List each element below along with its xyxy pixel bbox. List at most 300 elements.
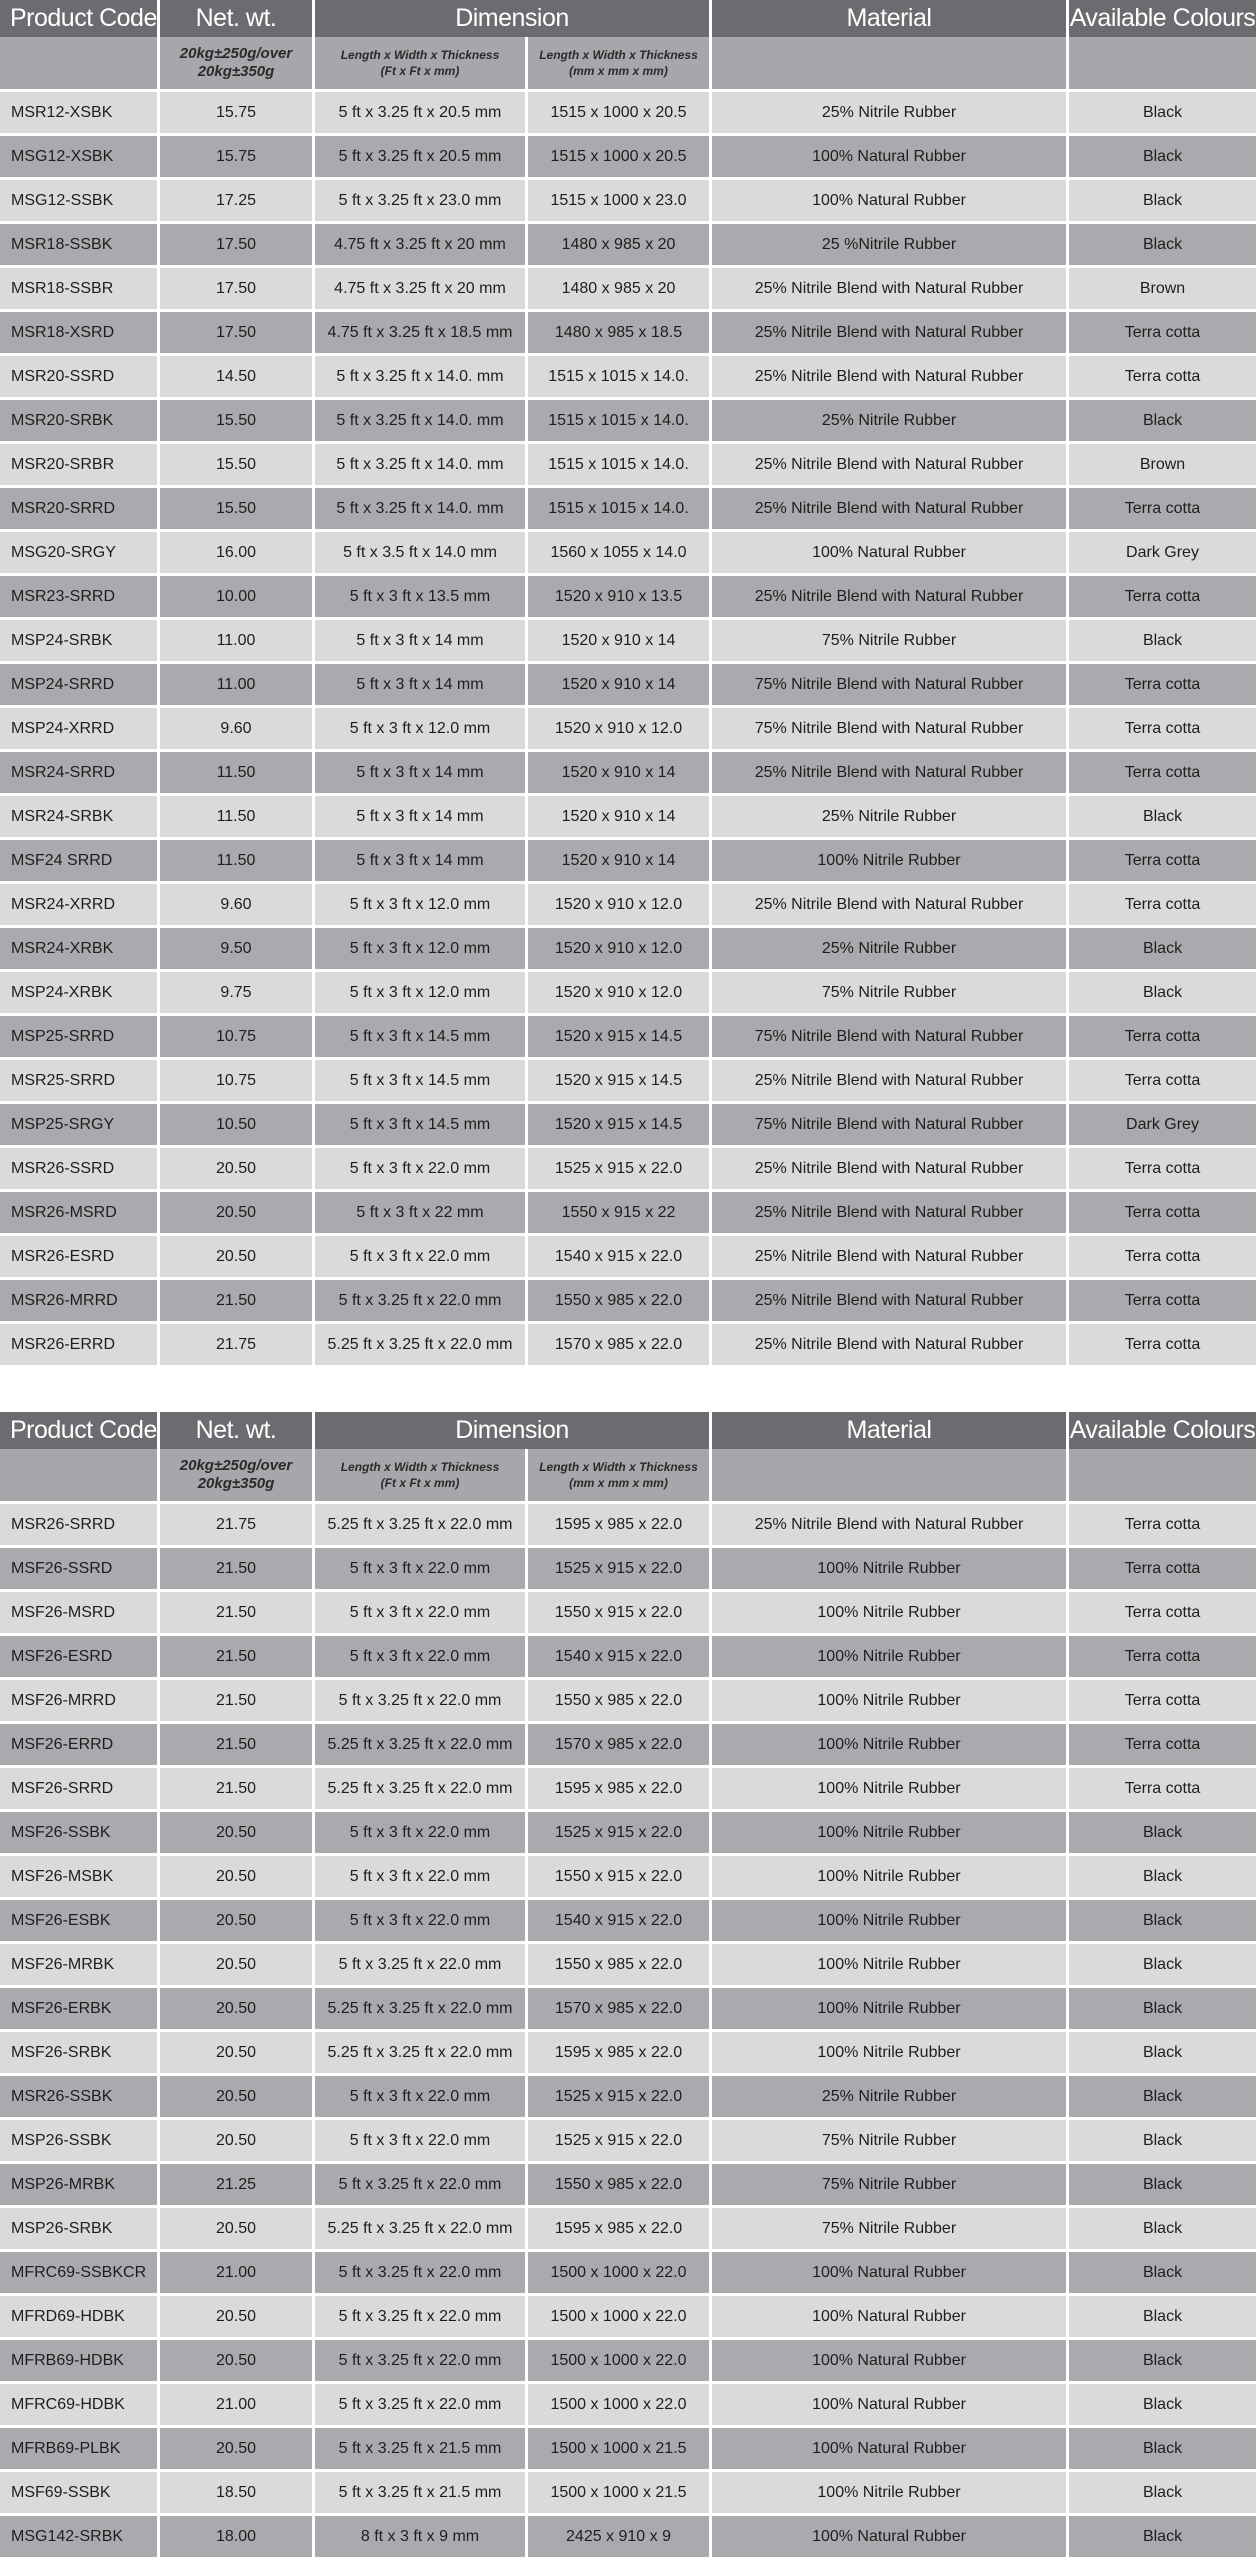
dimension-ft-cell: 5 ft x 3.25 ft x 22.0 mm	[315, 1944, 528, 1985]
material-cell: 100% Nitrile Rubber	[712, 840, 1069, 881]
table-row	[0, 2252, 1256, 2296]
dimension-ft-cell: 4.75 ft x 3.25 ft x 20 mm	[315, 224, 528, 265]
product-code-cell: MSP26-SRBK	[0, 2208, 160, 2249]
dimension-ft-cell: 5.25 ft x 3.25 ft x 22.0 mm	[315, 1504, 528, 1545]
dimension-mm-cell: 1550 x 915 x 22	[528, 1192, 712, 1233]
dimension-ft-cell: 5 ft x 3.25 ft x 20.5 mm	[315, 92, 528, 133]
dimension-ft-cell: 5 ft x 3 ft x 14 mm	[315, 796, 528, 837]
net-wt-cell: 21.50	[160, 1636, 315, 1677]
product-code-cell: MFRB69-HDBK	[0, 2340, 160, 2381]
material-cell: 100% Nitrile Rubber	[712, 2472, 1069, 2513]
dimension-mm-line2: (mm x mm x mm)	[569, 1476, 668, 1490]
material-cell: 25% Nitrile Blend with Natural Rubber	[712, 488, 1069, 529]
dimension-ft-line1: Length x Width x Thickness	[340, 1460, 500, 1474]
dimension-mm-cell: 1520 x 910 x 12.0	[528, 972, 712, 1013]
dimension-ft-cell: 5 ft x 3.25 ft x 14.0. mm	[315, 444, 528, 485]
dimension-ft-cell: 5 ft x 3 ft x 14.5 mm	[315, 1104, 528, 1145]
dimension-ft-cell: 5 ft x 3 ft x 13.5 mm	[315, 576, 528, 617]
dimension-mm-cell: 1550 x 985 x 22.0	[528, 1944, 712, 1985]
product-code-cell: MSF26-ERBK	[0, 1988, 160, 2029]
table-row	[0, 180, 1256, 224]
material-cell: 25% Nitrile Blend with Natural Rubber	[712, 1504, 1069, 1545]
net-wt-cell: 20.50	[160, 1812, 315, 1853]
dimension-mm-cell: 1595 x 985 x 22.0	[528, 2032, 712, 2073]
colour-cell: Black	[1142, 235, 1183, 253]
dimension-mm-cell: 1515 x 1000 x 20.5	[528, 92, 712, 133]
material-cell: 25% Nitrile Blend with Natural Rubber	[712, 1060, 1069, 1101]
dimension-mm-cell: 1540 x 915 x 22.0	[528, 1900, 712, 1941]
colour-cell: Terra cotta	[1124, 675, 1201, 693]
dimension-ft-cell: 5 ft x 3 ft x 12.0 mm	[315, 972, 528, 1013]
net-wt-cell: 20.50	[160, 1944, 315, 1985]
product-code-cell: MSP26-MRBK	[0, 2164, 160, 2205]
product-code-cell: MSP24-XRRD	[0, 708, 160, 749]
product-code-cell: MSR26-ESRD	[0, 1236, 160, 1277]
dimension-mm-cell: 1515 x 1000 x 20.5	[528, 136, 712, 177]
table-row	[0, 1900, 1256, 1944]
dimension-mm-cell: 1520 x 910 x 12.0	[528, 708, 712, 749]
colour-cell: Black	[1142, 2527, 1183, 2545]
dimension-ft-cell: 5 ft x 3.5 ft x 14.0 mm	[315, 532, 528, 573]
colour-cell: Black	[1142, 631, 1183, 649]
net-wt-cell: 21.75	[160, 1324, 315, 1365]
dimension-ft-cell: 5 ft x 3 ft x 22.0 mm	[315, 1592, 528, 1633]
material-cell: 100% Natural Rubber	[712, 2340, 1069, 2381]
net-wt-cell: 20.50	[160, 2208, 315, 2249]
dimension-mm-cell: 1520 x 910 x 14	[528, 752, 712, 793]
material-cell: 25% Nitrile Blend with Natural Rubber	[712, 1280, 1069, 1321]
dimension-ft-cell: 5 ft x 3.25 ft x 14.0. mm	[315, 488, 528, 529]
dimension-ft-cell: 5 ft x 3 ft x 22 mm	[315, 1192, 528, 1233]
net-wt-cell: 17.50	[160, 224, 315, 265]
net-wt-cell: 15.75	[160, 136, 315, 177]
material-cell: 75% Nitrile Blend with Natural Rubber	[712, 1016, 1069, 1057]
product-code-cell: MSR20-SSRD	[0, 356, 160, 397]
dimension-ft-cell: 5.25 ft x 3.25 ft x 22.0 mm	[315, 1988, 528, 2029]
product-code-cell: MSF26-SRBK	[0, 2032, 160, 2073]
material-cell: 100% Nitrile Rubber	[712, 1724, 1069, 1765]
table-row	[0, 1148, 1256, 1192]
table-row	[0, 1548, 1256, 1592]
net-wt-cell: 20.50	[160, 1148, 315, 1189]
colour-cell: Dark Grey	[1126, 543, 1199, 561]
material-cell: 100% Natural Rubber	[712, 180, 1069, 221]
net-wt-cell: 21.50	[160, 1548, 315, 1589]
product-code-cell: MSF26-MSBK	[0, 1856, 160, 1897]
dimension-mm-cell: 1520 x 910 x 12.0	[528, 884, 712, 925]
table-row	[0, 1280, 1256, 1324]
material-cell: 75% Nitrile Blend with Natural Rubber	[712, 664, 1069, 705]
colour-cell: Black	[1142, 939, 1183, 957]
dimension-ft-cell: 5 ft x 3.25 ft x 22.0 mm	[315, 2252, 528, 2293]
colour-cell: Terra cotta	[1124, 851, 1201, 869]
colour-cell: Terra cotta	[1124, 1559, 1201, 1577]
net-wt-cell: 10.75	[160, 1016, 315, 1057]
table-row	[0, 2472, 1256, 2516]
dimension-mm-cell: 1520 x 910 x 13.5	[528, 576, 712, 617]
material-cell: 100% Nitrile Rubber	[712, 1900, 1069, 1941]
net-wt-cell: 17.25	[160, 180, 315, 221]
colour-cell: Black	[1142, 2131, 1183, 2149]
dimension-ft-cell: 5 ft x 3 ft x 22.0 mm	[315, 1148, 528, 1189]
dimension-ft-cell: 5 ft x 3 ft x 22.0 mm	[315, 1548, 528, 1589]
colour-cell: Terra cotta	[1124, 1603, 1201, 1621]
dimension-ft-cell: 5 ft x 3 ft x 22.0 mm	[315, 1236, 528, 1277]
colour-cell: Terra cotta	[1124, 1335, 1201, 1353]
product-code-cell: MSR12-XSBK	[0, 92, 160, 133]
product-code-cell: MSR26-ERRD	[0, 1324, 160, 1365]
table-row	[0, 1192, 1256, 1236]
dimension-mm-cell: 1525 x 915 x 22.0	[528, 1548, 712, 1589]
dimension-ft-cell: 5 ft x 3 ft x 22.0 mm	[315, 2120, 528, 2161]
material-cell: 100% Natural Rubber	[712, 2296, 1069, 2337]
product-code-cell: MSP25-SRRD	[0, 1016, 160, 1057]
net-wt-cell: 9.60	[160, 884, 315, 925]
product-code-cell: MSF26-ERRD	[0, 1724, 160, 1765]
dimension-ft-cell: 4.75 ft x 3.25 ft x 20 mm	[315, 268, 528, 309]
product-code-cell: MSR24-XRRD	[0, 884, 160, 925]
colour-cell: Terra cotta	[1124, 1779, 1201, 1797]
material-cell: 75% Nitrile Blend with Natural Rubber	[712, 1104, 1069, 1145]
material-subheader	[712, 37, 1069, 89]
dimension-mm-cell: 1520 x 910 x 14	[528, 796, 712, 837]
dimension-mm-cell: 1525 x 915 x 22.0	[528, 2120, 712, 2161]
product-code-cell: MSR20-SRBK	[0, 400, 160, 441]
colour-cell: Black	[1142, 983, 1183, 1001]
dimension-ft-cell: 5 ft x 3 ft x 12.0 mm	[315, 708, 528, 749]
product-code-cell: MSR25-SRRD	[0, 1060, 160, 1101]
colour-cell: Dark Grey	[1126, 1115, 1199, 1133]
table-row	[0, 2164, 1256, 2208]
colour-cell: Black	[1142, 411, 1183, 429]
dimension-mm-line1: Length x Width x Thickness	[539, 48, 698, 62]
product-code-cell: MSF26-MRRD	[0, 1680, 160, 1721]
colour-cell: Terra cotta	[1124, 895, 1201, 913]
table-row	[0, 752, 1256, 796]
table-row	[0, 884, 1256, 928]
table-row	[0, 488, 1256, 532]
material-cell: 100% Natural Rubber	[712, 2428, 1069, 2469]
material-cell: 25% Nitrile Rubber	[712, 2076, 1069, 2117]
colour-cell: Black	[1142, 2087, 1183, 2105]
dimension-mm-cell: 2425 x 910 x 9	[528, 2516, 712, 2557]
colour-cell: Black	[1142, 1823, 1183, 1841]
table-row	[0, 2032, 1256, 2076]
net-wt-cell: 15.50	[160, 444, 315, 485]
dimension-mm-cell: 1480 x 985 x 20	[528, 224, 712, 265]
product-code-cell: MSR18-SSBK	[0, 224, 160, 265]
net-wt-cell: 9.75	[160, 972, 315, 1013]
net-wt-cell: 20.50	[160, 2428, 315, 2469]
net-wt-tolerance-line2: 20kg±350g	[197, 1475, 275, 1492]
dimension-mm-cell: 1500 x 1000 x 22.0	[528, 2340, 712, 2381]
dimension-mm-cell: 1570 x 985 x 22.0	[528, 1724, 712, 1765]
material-cell: 25% Nitrile Blend with Natural Rubber	[712, 884, 1069, 925]
dimension-mm-cell: 1520 x 915 x 14.5	[528, 1060, 712, 1101]
colours-subheader	[1069, 37, 1256, 89]
dimension-mm-cell: 1525 x 915 x 22.0	[528, 1148, 712, 1189]
table-row	[0, 1592, 1256, 1636]
dimension-ft-line2: (Ft x Ft x mm)	[380, 64, 460, 78]
dimension-ft-cell: 5 ft x 3 ft x 14 mm	[315, 664, 528, 705]
colour-cell: Black	[1142, 1911, 1183, 1929]
product-code-header: Product Code	[0, 1412, 160, 1449]
colour-cell: Black	[1142, 2263, 1183, 2281]
net-wt-cell: 10.75	[160, 1060, 315, 1101]
dimension-mm-cell: 1500 x 1000 x 21.5	[528, 2472, 712, 2513]
product-code-cell: MSP25-SRGY	[0, 1104, 160, 1145]
net-wt-cell: 20.50	[160, 2032, 315, 2073]
product-code-cell: MSR26-SSRD	[0, 1148, 160, 1189]
table-row	[0, 1504, 1256, 1548]
material-cell: 100% Nitrile Rubber	[712, 1988, 1069, 2029]
dimension-mm-cell: 1550 x 915 x 22.0	[528, 1592, 712, 1633]
material-cell: 25% Nitrile Rubber	[712, 928, 1069, 969]
material-cell: 75% Nitrile Rubber	[712, 620, 1069, 661]
material-cell: 100% Nitrile Rubber	[712, 1548, 1069, 1589]
dimension-header: Dimension	[315, 0, 712, 37]
product-code-cell: MSF24 SRRD	[0, 840, 160, 881]
net-wt-cell: 21.75	[160, 1504, 315, 1545]
table-row	[0, 708, 1256, 752]
material-cell: 25% Nitrile Blend with Natural Rubber	[712, 1324, 1069, 1365]
material-cell: 25% Nitrile Rubber	[712, 92, 1069, 133]
dimension-ft-subheader	[315, 1449, 528, 1501]
product-code-cell: MFRB69-PLBK	[0, 2428, 160, 2469]
table-row	[0, 2340, 1256, 2384]
dimension-mm-cell: 1515 x 1000 x 23.0	[528, 180, 712, 221]
net-wt-cell: 10.00	[160, 576, 315, 617]
colours-subheader	[1069, 1449, 1256, 1501]
dimension-ft-cell: 5 ft x 3 ft x 12.0 mm	[315, 884, 528, 925]
dimension-ft-cell: 5 ft x 3.25 ft x 22.0 mm	[315, 2296, 528, 2337]
subheader-row	[0, 37, 1256, 92]
dimension-ft-cell: 5 ft x 3 ft x 22.0 mm	[315, 2076, 528, 2117]
material-cell: 100% Natural Rubber	[712, 532, 1069, 573]
table-row	[0, 1680, 1256, 1724]
colour-cell: Terra cotta	[1124, 1691, 1201, 1709]
dimension-header: Dimension	[315, 1412, 712, 1449]
dimension-ft-cell: 5 ft x 3 ft x 14 mm	[315, 752, 528, 793]
net-wt-cell: 21.00	[160, 2252, 315, 2293]
net-wt-cell: 11.50	[160, 796, 315, 837]
dimension-mm-cell: 1520 x 910 x 12.0	[528, 928, 712, 969]
table-row	[0, 1104, 1256, 1148]
net-wt-cell: 9.50	[160, 928, 315, 969]
net-wt-cell: 20.50	[160, 2076, 315, 2117]
table-row	[0, 576, 1256, 620]
product-code-cell: MSF26-ESRD	[0, 1636, 160, 1677]
dimension-mm-cell: 1520 x 910 x 14	[528, 664, 712, 705]
material-cell: 75% Nitrile Rubber	[712, 972, 1069, 1013]
net-wt-cell: 20.50	[160, 1856, 315, 1897]
colour-cell: Terra cotta	[1124, 1247, 1201, 1265]
table-row	[0, 840, 1256, 884]
material-cell: 100% Nitrile Rubber	[712, 2032, 1069, 2073]
dimension-ft-subheader	[315, 37, 528, 89]
net-wt-cell: 14.50	[160, 356, 315, 397]
material-cell: 25 %Nitrile Rubber	[712, 224, 1069, 265]
dimension-ft-line2: (Ft x Ft x mm)	[380, 1476, 460, 1490]
colour-cell: Black	[1142, 147, 1183, 165]
dimension-mm-cell: 1500 x 1000 x 22.0	[528, 2384, 712, 2425]
dimension-ft-line1: Length x Width x Thickness	[340, 48, 500, 62]
net-wt-header: Net. wt.	[160, 0, 315, 37]
net-wt-subheader	[160, 1449, 315, 1501]
product-code-cell: MSP24-XRBK	[0, 972, 160, 1013]
colour-cell: Terra cotta	[1124, 1735, 1201, 1753]
material-cell: 100% Natural Rubber	[712, 2252, 1069, 2293]
product-code-cell: MSR20-SRBR	[0, 444, 160, 485]
dimension-mm-cell: 1560 x 1055 x 14.0	[528, 532, 712, 573]
net-wt-cell: 17.50	[160, 312, 315, 353]
net-wt-cell: 20.50	[160, 1192, 315, 1233]
product-code-header: Product Code	[0, 0, 160, 37]
colour-cell: Terra cotta	[1124, 1071, 1201, 1089]
table-row	[0, 312, 1256, 356]
colour-cell: Terra cotta	[1124, 1291, 1201, 1309]
table-row	[0, 356, 1256, 400]
table-row	[0, 532, 1256, 576]
product-code-cell: MFRD69-HDBK	[0, 2296, 160, 2337]
net-wt-cell: 15.50	[160, 488, 315, 529]
material-cell: 100% Natural Rubber	[712, 2384, 1069, 2425]
dimension-ft-cell: 5 ft x 3 ft x 22.0 mm	[315, 1900, 528, 1941]
colour-cell: Black	[1142, 2351, 1183, 2369]
dimension-ft-cell: 5.25 ft x 3.25 ft x 22.0 mm	[315, 1768, 528, 1809]
product-code-cell: MSF26-SSBK	[0, 1812, 160, 1853]
dimension-mm-line1: Length x Width x Thickness	[539, 1460, 698, 1474]
product-code-cell: MSG12-XSBK	[0, 136, 160, 177]
table-row	[0, 1636, 1256, 1680]
product-code-cell: MSR18-SSBR	[0, 268, 160, 309]
table-row	[0, 92, 1256, 136]
colour-cell: Terra cotta	[1124, 587, 1201, 605]
subheader-row	[0, 1449, 1256, 1504]
material-cell: 75% Nitrile Rubber	[712, 2164, 1069, 2205]
dimension-mm-cell: 1500 x 1000 x 22.0	[528, 2252, 712, 2293]
net-wt-cell: 21.25	[160, 2164, 315, 2205]
material-cell: 75% Nitrile Rubber	[712, 2208, 1069, 2249]
material-cell: 25% Nitrile Blend with Natural Rubber	[712, 444, 1069, 485]
table-row	[0, 2076, 1256, 2120]
net-wt-cell: 16.00	[160, 532, 315, 573]
net-wt-cell: 21.50	[160, 1680, 315, 1721]
product-code-cell: MSR26-MRRD	[0, 1280, 160, 1321]
table-row	[0, 664, 1256, 708]
product-code-cell: MSF26-MSRD	[0, 1592, 160, 1633]
dimension-ft-cell: 4.75 ft x 3.25 ft x 18.5 mm	[315, 312, 528, 353]
colours-header: Available Colours	[1069, 1416, 1256, 1444]
table-row	[0, 2384, 1256, 2428]
table-row	[0, 2120, 1256, 2164]
material-cell: 25% Nitrile Blend with Natural Rubber	[712, 1148, 1069, 1189]
dimension-ft-cell: 5 ft x 3.25 ft x 22.0 mm	[315, 1680, 528, 1721]
net-wt-cell: 10.50	[160, 1104, 315, 1145]
dimension-ft-cell: 5 ft x 3.25 ft x 14.0. mm	[315, 400, 528, 441]
dimension-mm-cell: 1550 x 985 x 22.0	[528, 2164, 712, 2205]
dimension-mm-cell: 1525 x 915 x 22.0	[528, 2076, 712, 2117]
colour-cell: Black	[1142, 2043, 1183, 2061]
table-row	[0, 1812, 1256, 1856]
net-wt-cell: 21.50	[160, 1768, 315, 1809]
material-subheader	[712, 1449, 1069, 1501]
dimension-ft-cell: 5 ft x 3 ft x 22.0 mm	[315, 1812, 528, 1853]
product-code-cell: MSP24-SRBK	[0, 620, 160, 661]
table-row	[0, 1724, 1256, 1768]
dimension-ft-cell: 5 ft x 3 ft x 22.0 mm	[315, 1636, 528, 1677]
table-row	[0, 972, 1256, 1016]
net-wt-cell: 18.50	[160, 2472, 315, 2513]
header-row	[0, 0, 1256, 37]
material-cell: 25% Nitrile Blend with Natural Rubber	[712, 268, 1069, 309]
material-cell: 100% Nitrile Rubber	[712, 1944, 1069, 1985]
material-cell: 25% Nitrile Blend with Natural Rubber	[712, 1192, 1069, 1233]
material-cell: 25% Nitrile Blend with Natural Rubber	[712, 1236, 1069, 1277]
product-code-cell: MFRC69-SSBKCR	[0, 2252, 160, 2293]
colour-cell: Terra cotta	[1124, 1159, 1201, 1177]
net-wt-cell: 11.00	[160, 664, 315, 705]
dimension-mm-cell: 1520 x 910 x 14	[528, 620, 712, 661]
dimension-mm-cell: 1570 x 985 x 22.0	[528, 1988, 712, 2029]
net-wt-subheader	[160, 37, 315, 89]
dimension-mm-cell: 1595 x 985 x 22.0	[528, 1768, 712, 1809]
dimension-mm-cell: 1540 x 915 x 22.0	[528, 1236, 712, 1277]
net-wt-cell: 20.50	[160, 1988, 315, 2029]
material-cell: 25% Nitrile Blend with Natural Rubber	[712, 312, 1069, 353]
table-row	[0, 1016, 1256, 1060]
net-wt-cell: 9.60	[160, 708, 315, 749]
dimension-mm-cell: 1595 x 985 x 22.0	[528, 1504, 712, 1545]
dimension-mm-cell: 1540 x 915 x 22.0	[528, 1636, 712, 1677]
colour-cell: Black	[1142, 2219, 1183, 2237]
product-code-cell: MSR24-XRBK	[0, 928, 160, 969]
net-wt-cell: 17.50	[160, 268, 315, 309]
product-code-cell: MSR24-SRRD	[0, 752, 160, 793]
dimension-ft-cell: 5 ft x 3 ft x 14 mm	[315, 840, 528, 881]
table-row	[0, 620, 1256, 664]
product-code-cell: MSP26-SSBK	[0, 2120, 160, 2161]
product-code-cell: MSR20-SRRD	[0, 488, 160, 529]
dimension-mm-subheader	[528, 37, 712, 89]
net-wt-cell: 20.50	[160, 1900, 315, 1941]
net-wt-tolerance-line2: 20kg±350g	[197, 63, 275, 80]
colour-cell: Terra cotta	[1124, 719, 1201, 737]
dimension-mm-cell: 1520 x 915 x 14.5	[528, 1104, 712, 1145]
dimension-mm-cell: 1525 x 915 x 22.0	[528, 1812, 712, 1853]
dimension-ft-cell: 5 ft x 3.25 ft x 22.0 mm	[315, 2164, 528, 2205]
material-cell: 25% Nitrile Blend with Natural Rubber	[712, 576, 1069, 617]
dimension-ft-cell: 8 ft x 3 ft x 9 mm	[315, 2516, 528, 2557]
product-code-cell: MFRC69-HDBK	[0, 2384, 160, 2425]
dimension-mm-cell: 1500 x 1000 x 22.0	[528, 2296, 712, 2337]
net-wt-cell: 21.50	[160, 1280, 315, 1321]
net-wt-cell: 20.50	[160, 1236, 315, 1277]
dimension-ft-cell: 5 ft x 3.25 ft x 22.0 mm	[315, 2340, 528, 2381]
dimension-ft-cell: 5 ft x 3 ft x 14 mm	[315, 620, 528, 661]
product-code-subheader	[0, 37, 160, 89]
material-cell: 25% Nitrile Rubber	[712, 796, 1069, 837]
colour-cell: Brown	[1139, 279, 1186, 297]
product-code-cell: MSR18-XSRD	[0, 312, 160, 353]
product-code-cell: MSG20-SRGY	[0, 532, 160, 573]
net-wt-cell: 11.00	[160, 620, 315, 661]
colour-cell: Terra cotta	[1124, 1203, 1201, 1221]
colour-cell: Black	[1142, 807, 1183, 825]
material-cell: 100% Nitrile Rubber	[712, 1680, 1069, 1721]
net-wt-cell: 20.50	[160, 2120, 315, 2161]
dimension-ft-cell: 5 ft x 3.25 ft x 22.0 mm	[315, 1280, 528, 1321]
